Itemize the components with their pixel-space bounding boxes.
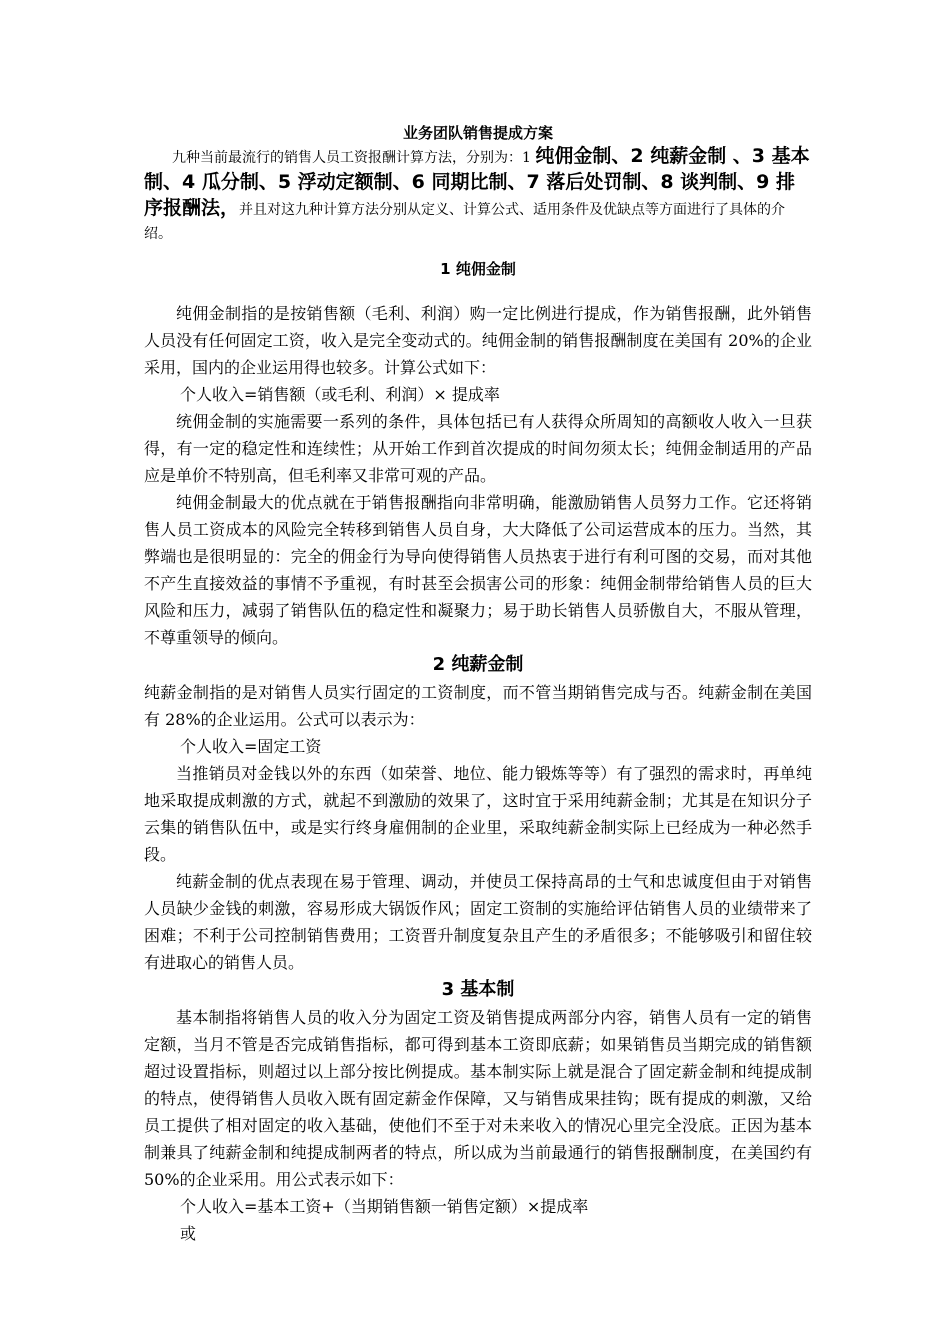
document-title: 业务团队销售提成方案 <box>402 124 553 142</box>
intro-paragraph <box>144 144 812 246</box>
intro-suffix: 并且对这九种计算方法分别从定义、计算公式、适用条件及优缺点等方面进行了具体的介绍。 <box>144 202 786 242</box>
section-1-paragraph-2: 统佣金制的实施需要一系列的条件，具体包括已有人获得众所周知的高额收人收入一旦获得，有一定的稳定性和连续性；从开始工作到首次提成的时间勿须太长；纯佣金制适用的产品应是单价不特别高，但毛利率又非常可观的产品。 <box>144 412 812 485</box>
section-3-formula: 个人收入=基本工资+（当期销售额一销售定额）×提成率 <box>180 1197 589 1216</box>
section-1-paragraph-3: 纯佣金制最大的优点就在于销售报酬指向非常明确，能激励销售人员努力工作。它还将销售人员工资成本的风险完全转移到销售人员自身，大大降低了公司运营成本的压力。当然，其弊端也是很明显的：完全的佣金行为导向使得销售人员热衷于进行有利可图的交易，而对其他不产生直接效益的事情不予重视，有时甚至会损害公司的形象：纯佣金制带给销售人员的巨大风险和压力，减弱了销售队伍的稳定性和凝聚力；易于助长销售人员骄傲自大，不服从管理，不尊重领导的倾向。 <box>144 493 812 647</box>
section-2-paragraph-1: 纯薪金制指的是对销售人员实行固定的工资制度，而不管当期销售完成与否。纯薪金制在美国有 28%的企业运用。公式可以表示为： <box>144 683 812 729</box>
section-2-paragraph-2: 当推销员对金钱以外的东西（如荣誉、地位、能力锻炼等等）有了强烈的需求时，再单纯地采取提成刺激的方式，就起不到激励的效果了，这时宜于采用纯薪金制；尤其是在知识分子云集的销售队伍中，或是实行终身雇佣制的企业里，采取纯薪金制实际上已经成为一种必然手段。 <box>144 764 812 864</box>
section-1-formula: 个人收入=销售额（或毛利、利润）× 提成率 <box>180 385 500 404</box>
section-3-heading: 3 基本制 <box>441 979 515 1000</box>
section-3-or: 或 <box>180 1224 197 1243</box>
intro-prefix: 九种当前最流行的销售人员工资报酬计算方法，分别为：1 <box>172 150 536 166</box>
section-2-heading: 2 纯薪金制 <box>432 654 524 675</box>
section-3-paragraph-1: 基本制指将销售人员的收入分为固定工资及销售提成两部分内容，销售人员有一定的销售定额，当月不管是否完成销售指标，都可得到基本工资即底薪；如果销售员当期完成的销售额超过设置指标，则超过以上部分按比例提成。基本制实际上就是混合了固定薪金制和纯提成制的特点，使得销售人员收入既有固定薪金作保障，又与销售成果挂钩；既有提成的刺激，又给员工提供了相对固定的收入基础，使他们不至于对未来收入的情况心里完全没底。正因为基本制兼具了纯薪金制和纯提成制两者的特点，所以成为当前最通行的销售报酬制度，在美国约有 50%的企业采用。用公式表示如下： <box>144 1008 812 1189</box>
intro-methods: 纯佣金制、2 纯薪金制 、3 基本制、4 瓜分制、5 浮动定额制、6 同期比制、7 落后处罚制、8 谈判制、9 排序报酬法， <box>144 145 810 219</box>
section-1-paragraph-1: 纯佣金制指的是按销售额（毛利、利润）购一定比例进行提成，作为销售报酬，此外销售人员没有任何固定工资，收入是完全变动式的。纯佣金制的销售报酬制度在美国有 20%的企业采用，国内的企业运用得也较多。计算公式如下： <box>144 304 812 377</box>
section-1-heading: 1 纯佣金制 <box>440 260 516 278</box>
document-page <box>144 118 812 1247</box>
section-2-paragraph-3: 纯薪金制的优点表现在易于管理、调动，并使员工保持高昂的士气和忠诚度但由于对销售人员缺少金钱的刺激，容易形成大锅饭作风；固定工资制的实施给评估销售人员的业绩带来了困难；不利于公司控制销售费用；工资晋升制度复杂且产生的矛盾很多；不能够吸引和留住较有进取心的销售人员。 <box>144 872 812 972</box>
section-2-formula: 个人收入=固定工资 <box>180 737 322 756</box>
